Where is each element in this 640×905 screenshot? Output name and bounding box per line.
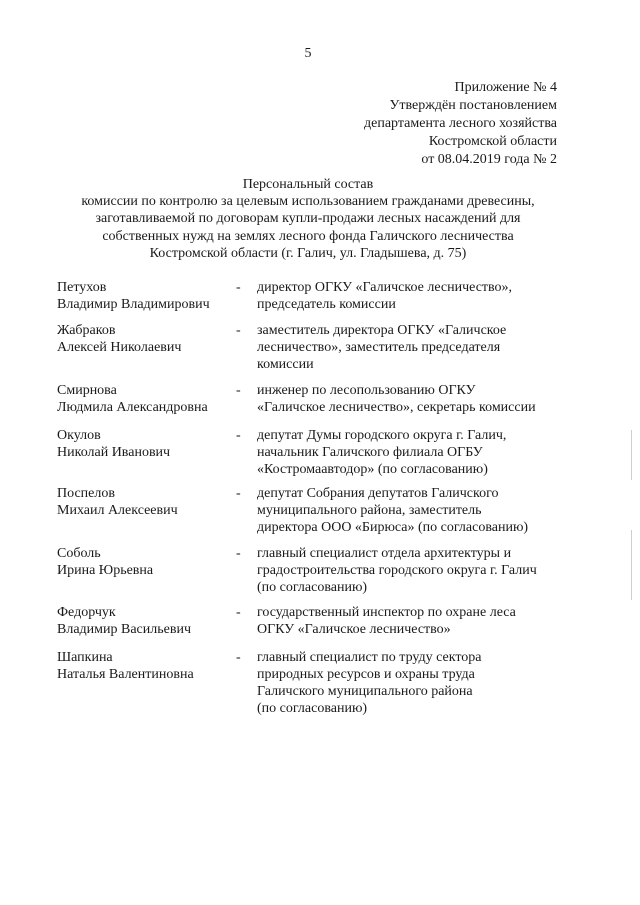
role-line: комиссии <box>257 357 314 372</box>
member-surname: Шапкина <box>57 650 113 665</box>
role-line: муниципального района, заместитель <box>257 503 482 518</box>
role-line: заместитель директора ОГКУ «Галичское <box>257 323 507 338</box>
member-name <box>57 382 232 416</box>
member-name <box>57 427 232 461</box>
member-role <box>257 382 557 416</box>
page-number: 5 <box>304 46 312 61</box>
role-line: главный специалист по труду сектора <box>257 650 482 665</box>
appendix-number: Приложение № 4 <box>454 80 557 95</box>
role-line: лесничество», заместитель председателя <box>257 340 501 355</box>
member-surname: Окулов <box>57 428 101 443</box>
dash-separator: - <box>236 428 241 443</box>
title-line: Костромской области (г. Галич, ул. Гладышева, д. 75) <box>149 245 467 261</box>
member-name <box>57 649 232 683</box>
member-given-names: Алексей Николаевич <box>57 340 182 355</box>
role-line: «Галичское лесничество», секретарь комиссии <box>257 400 536 415</box>
title-line: заготавливаемой по договорам купли-продажи лесных насаждений для <box>95 211 521 227</box>
member-surname: Поспелов <box>57 486 115 501</box>
dash-separator: - <box>236 546 241 561</box>
role-line: главный специалист отдела архитектуры и <box>257 546 512 561</box>
member-role <box>257 545 557 596</box>
dash-separator: - <box>236 605 241 620</box>
role-line: начальник Галичского филиала ОГБУ <box>257 445 483 460</box>
role-line: директор ОГКУ «Галичское лесничество», <box>257 280 513 295</box>
role-line: (по согласованию) <box>257 580 368 595</box>
approval-region: Костромской области <box>428 134 557 149</box>
member-surname: Федорчук <box>57 605 116 620</box>
member-role <box>257 279 557 313</box>
role-line: депутат Собрания депутатов Галичского <box>257 486 499 501</box>
title-line: комиссии по контролю за целевым использованием гражданами древесины, <box>81 194 535 210</box>
member-given-names: Ирина Юрьевна <box>57 563 154 578</box>
member-name <box>57 322 232 356</box>
member-role <box>257 649 557 717</box>
dash-separator: - <box>236 383 241 398</box>
title-line: Персональный состав <box>242 177 374 192</box>
role-line: ОГКУ «Галичское лесничество» <box>257 622 451 637</box>
dash-separator: - <box>236 650 241 665</box>
role-line: градостроительства городского округа г. Галич <box>257 563 537 578</box>
role-line: «Костромаавтодор» (по согласованию) <box>257 462 488 477</box>
member-role <box>257 427 557 478</box>
scan-artifact <box>631 530 632 600</box>
member-name <box>57 545 232 579</box>
member-surname: Соболь <box>57 546 101 561</box>
role-line: депутат Думы городского округа г. Галич, <box>257 428 507 443</box>
member-role <box>257 604 557 638</box>
member-surname: Петухов <box>57 280 107 295</box>
dash-separator: - <box>236 323 241 338</box>
member-name <box>57 604 232 638</box>
member-role <box>257 322 557 373</box>
dash-separator: - <box>236 280 241 295</box>
member-given-names: Владимир Васильевич <box>57 622 191 637</box>
member-given-names: Михаил Алексеевич <box>57 503 178 518</box>
role-line: государственный инспектор по охране леса <box>257 605 516 620</box>
scan-artifact <box>631 430 632 480</box>
role-line: директора ООО «Бирюса» (по согласованию) <box>257 520 529 535</box>
approval-line: Утверждён постановлением <box>389 98 557 113</box>
member-given-names: Николай Иванович <box>57 445 171 460</box>
member-surname: Жабраков <box>57 323 116 338</box>
member-given-names: Наталья Валентиновна <box>57 667 194 682</box>
approval-date: от 08.04.2019 года № 2 <box>421 152 557 167</box>
member-role <box>257 485 557 536</box>
role-line: Галичского муниципального района <box>257 684 473 699</box>
role-line: природных ресурсов и охраны труда <box>257 667 475 682</box>
dash-separator: - <box>236 486 241 501</box>
role-line: председатель комиссии <box>257 297 396 312</box>
member-surname: Смирнова <box>57 383 117 398</box>
role-line: инженер по лесопользованию ОГКУ <box>257 383 476 398</box>
member-name <box>57 279 232 313</box>
member-name <box>57 485 232 519</box>
approval-issuer: департамента лесного хозяйства <box>364 116 557 131</box>
member-given-names: Владимир Владимирович <box>57 297 210 312</box>
member-given-names: Людмила Александровна <box>57 400 208 415</box>
title-line: собственных нужд на землях лесного фонда Галичского лесничества <box>102 228 514 244</box>
role-line: (по согласованию) <box>257 701 368 716</box>
